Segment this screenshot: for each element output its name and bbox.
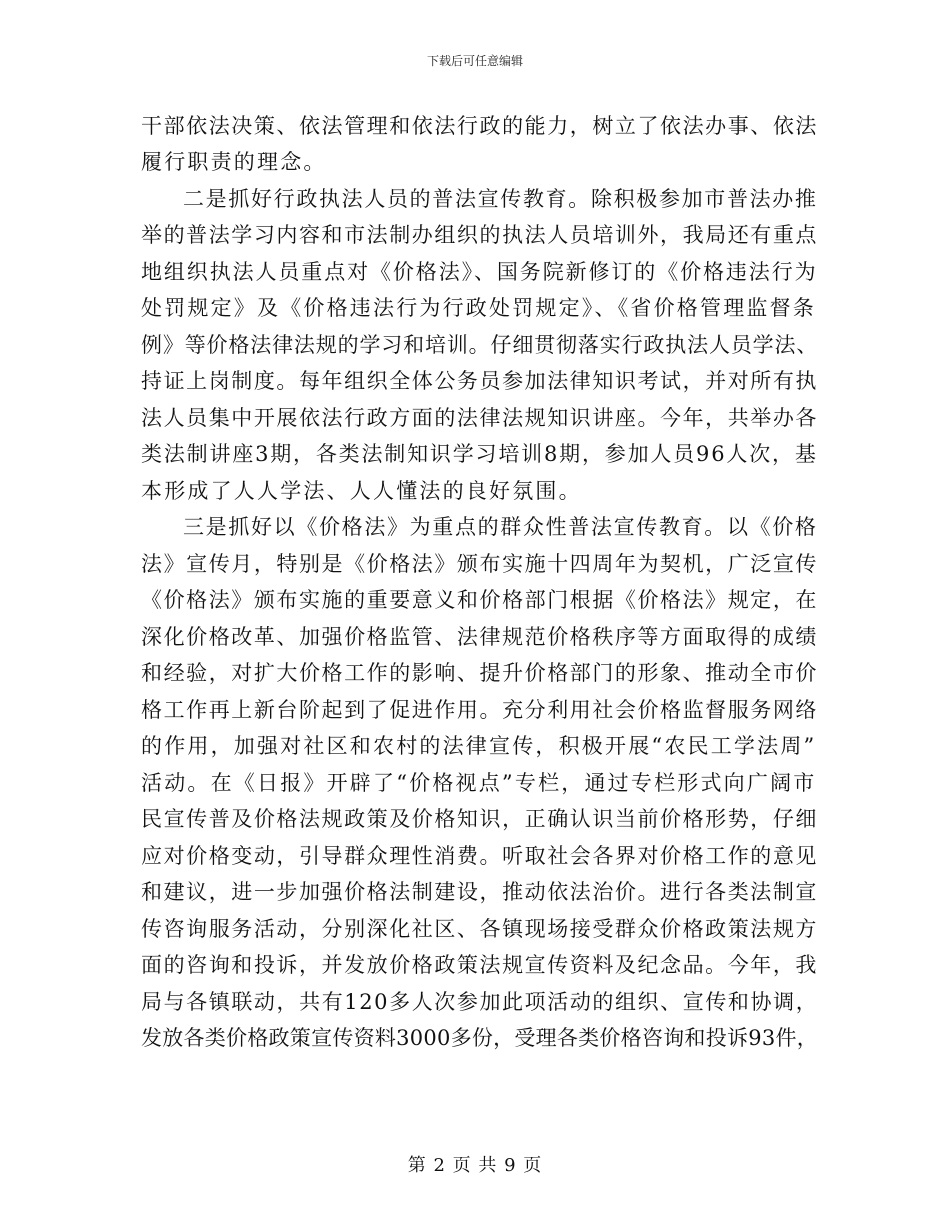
text-line: 例》等价格法律法规的学习和培训。仔细贯彻落实行政执法人员学法、	[141, 333, 819, 357]
text-line: 干部依法决策、依法管理和依法行政的能力，树立了依法办事、依法	[141, 114, 818, 138]
text-line: 举的普法学习内容和市法制办组织的执法人员培训外，我局还有重点	[141, 223, 818, 247]
text-line: 活动。在《日报》开辟了“价格视点”专栏，通过专栏形式向广阔市	[141, 771, 817, 795]
text-line: 传咨询服务活动，分别深化社区、各镇现场接受群众价格政策法规方	[141, 917, 818, 941]
text-line: 法人员集中开展依法行政方面的法律法规知识讲座。今年，共举办各	[141, 406, 818, 430]
text-line: 的作用，加强对社区和农村的法律宣传，积极开展“农民工学法周”	[141, 734, 817, 758]
text-line: 地组织执法人员重点对《价格法》、国务院新修订的《价格违法行为	[141, 260, 818, 284]
text-line: 深化价格改革、加强价格监管、法律规范价格秩序等方面取得的成绩	[141, 625, 818, 649]
page-header: 下载后可任意编辑	[426, 54, 523, 68]
text-line: 本形成了人人学法、人人懂法的良好氛围。	[141, 479, 582, 503]
text-line: 应对价格变动，引导群众理性消费。听取社会各界对价格工作的意见	[141, 844, 818, 868]
text-line: 履行职责的理念。	[141, 150, 327, 174]
text-line: 和经验，对扩大价格工作的影响、提升价格部门的形象、推动全市价	[141, 661, 818, 685]
text-line: 格工作再上新台阶起到了促进作用。充分利用社会价格监督服务网络	[141, 698, 818, 722]
text-line: 面的咨询和投诉，并发放价格政策法规宣传资料及纪念品。今年，我	[141, 953, 818, 977]
text-line: 三是抓好以《价格法》为重点的群众性普法宣传教育。以《价格	[183, 515, 818, 539]
text-line: 局与各镇联动，共有120多人次参加此项活动的组织、宣传和协调，	[141, 990, 819, 1014]
text-line: 民宣传普及价格法规政策及价格知识，正确认识当前价格形势，仔细	[141, 807, 818, 831]
text-line: 持证上岗制度。每年组织全体公务员参加法律知识考试，并对所有执	[141, 369, 818, 393]
text-line: 和建议，进一步加强价格法制建设，推动依法治价。进行各类法制宣	[141, 880, 818, 904]
text-line: 二是抓好行政执法人员的普法宣传教育。除积极参加市普法办推	[183, 187, 818, 211]
text-line: 法》宣传月，特别是《价格法》颁布实施十四周年为契机，广泛宣传	[141, 552, 818, 576]
text-line: 发放各类价格政策宣传资料3000多份，受理各类价格咨询和投诉93件，	[141, 1026, 818, 1050]
text-line: 处罚规定》及《价格违法行为行政处罚规定》、《省价格管理监督条	[141, 296, 816, 320]
text-line: 《价格法》颁布实施的重要意义和价格部门根据《价格法》规定，在	[141, 588, 818, 612]
text-line: 类法制讲座3期，各类法制知识学习培训8期，参加人员96人次，基	[141, 442, 818, 466]
page-number: 第 2 页 共 9 页	[407, 1155, 543, 1176]
